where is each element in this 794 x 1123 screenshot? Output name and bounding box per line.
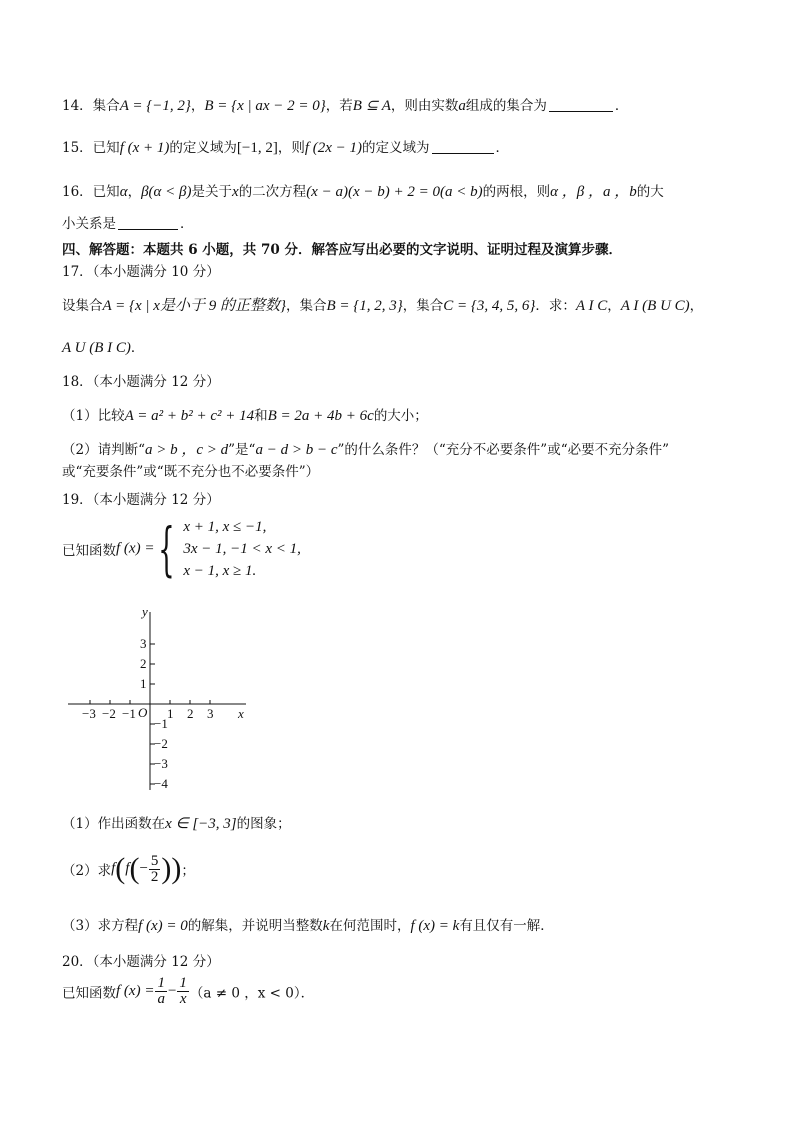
fraction: $\frac{1}{x}$ — [179, 975, 187, 1007]
question-17: 设集合A = {x | x是小于 9 的正整数}，集合B = {1, 2, 3}，集合C = {3, 4, 5, 6}．求：A I C，A I (B U C)， — [62, 298, 704, 314]
q14-condition: B ⊆ A — [352, 98, 391, 114]
q19-function: 已知函数f (x) = { x + 1, x ≤ −1, 3x − 1, −1 < x < 1, x − 1, x ≥ 1. — [62, 515, 301, 583]
x-tick-label: 3 — [207, 706, 214, 721]
q19-part3: （3）求方程f (x) = 0的解集，并说明当整数k在何范围时，f (x) = k有且仅有一解． — [62, 918, 554, 934]
x-tick-label: −2 — [102, 706, 116, 721]
x-tick-label: 2 — [187, 706, 194, 721]
q20-function: 已知函数f (x) = $\frac{1}{a}$ − $\frac{1}{x}$ （a ≠ 0 ，x < 0）． — [62, 975, 315, 1007]
q18-part1: （1）比较A = a² + b² + c² + 14和B = 2a + 4b + 6c的大小； — [62, 408, 428, 424]
origin-label: O — [138, 705, 148, 720]
q14-set-a: A = {−1, 2} — [119, 98, 191, 114]
piecewise-definition: { x + 1, x ≤ −1, 3x − 1, −1 < x < 1, x − 1, x ≥ 1. — [158, 515, 301, 583]
question-16-line2: 小关系是 ． — [62, 216, 194, 232]
q18-part2-line2: 或“充要条件”或“既不充分也不必要条件”） — [62, 464, 320, 480]
fraction: $\frac{1}{a}$ — [157, 975, 165, 1007]
x-tick-label: −3 — [82, 706, 96, 721]
y-tick-label: −4 — [154, 776, 168, 791]
q18-header: 18．（本小题满分 12 分） — [62, 374, 220, 390]
coordinate-axes — [62, 600, 262, 796]
fraction: $\frac{5}{2}$ — [150, 852, 159, 885]
x-tick-label: 1 — [167, 706, 174, 721]
y-tick-label: 1 — [140, 676, 147, 691]
q19-header: 19．（本小题满分 12 分） — [62, 492, 220, 508]
q17-header: 17．（本小题满分 10 分） — [62, 264, 220, 280]
left-brace: { — [158, 515, 176, 583]
answer-blank[interactable] — [432, 139, 494, 154]
x-axis-label: x — [238, 706, 244, 721]
question-14: 14．集合A = {−1, 2}，B = {x | ax − 2 = 0}，若B ⊆ A，则由实数a组成的集合为 ． — [62, 98, 629, 114]
q20-header: 20．（本小题满分 12 分） — [62, 954, 220, 970]
q18-part2: （2）请判断“a > b ，c > d”是“a − d > b − c”的什么条件？（“充分不必要条件”或“必要不充分条件” — [62, 442, 670, 458]
answer-blank[interactable] — [118, 215, 178, 230]
y-tick-label: 2 — [140, 656, 147, 671]
y-tick-label: −2 — [154, 736, 168, 751]
q19-part2: （2）求f(f(− $\frac{5}{2}$ ))； — [62, 852, 195, 885]
x-tick-label: −1 — [122, 706, 136, 721]
q19-part1: （1）作出函数在x ∈ [−3, 3]的图象； — [62, 816, 291, 832]
y-axis-label: y — [142, 604, 148, 619]
question-15: 15．已知f (x + 1)的定义域为[−1, 2]，则f (2x − 1)的定义域为 ． — [62, 140, 510, 156]
y-tick-label: −3 — [154, 756, 168, 771]
answer-blank[interactable] — [549, 97, 613, 112]
y-tick-label: 3 — [140, 636, 147, 651]
q14-number: 14．集合 — [62, 98, 120, 114]
question-16: 16．已知α，β(α < β)是关于x的二次方程(x − a)(x − b) + 2 = 0(a < b)的两根，则α ，β ，a ，b的大 — [62, 184, 664, 200]
q14-set-b: B = {x | ax − 2 = 0} — [204, 98, 326, 114]
section-heading: 四、解答题：本题共 6 小题，共 70 分．解答应写出必要的文字说明、证明过程及演算步骤． — [62, 242, 622, 258]
y-tick-label: −1 — [154, 716, 168, 731]
question-17-line2: A U (B I C)． — [62, 340, 145, 356]
